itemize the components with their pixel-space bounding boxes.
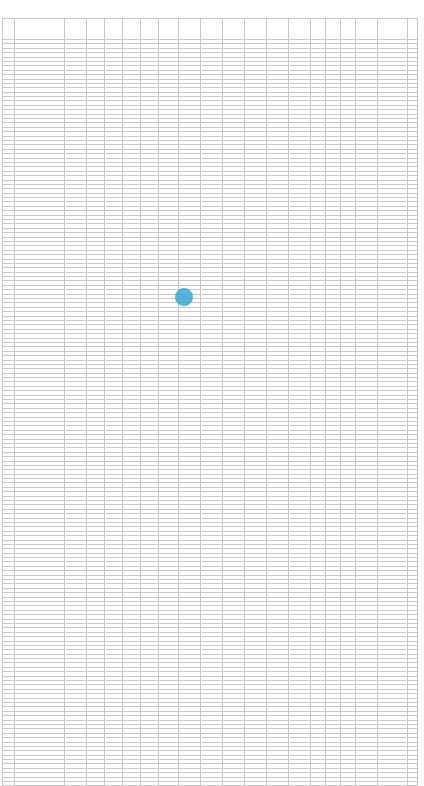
column-header (65, 19, 87, 40)
column-header (245, 19, 267, 40)
column-header (378, 19, 408, 40)
table-cell (267, 782, 289, 786)
table-cell (179, 782, 201, 786)
table-cell (3, 782, 15, 786)
table-cell (341, 782, 356, 786)
column-header (159, 19, 179, 40)
table-cell (123, 782, 141, 786)
table-cell (356, 782, 378, 786)
table-cell (378, 782, 408, 786)
air-exchange-table (2, 18, 418, 786)
column-header (3, 19, 15, 40)
column-header (267, 19, 289, 40)
table-cell (289, 782, 311, 786)
company-logo-icon (175, 288, 193, 306)
watermark-logo (175, 288, 195, 306)
column-header (341, 19, 356, 40)
column-header (326, 19, 341, 40)
table-cell (15, 782, 65, 786)
table-cell (408, 782, 418, 786)
table-cell (245, 782, 267, 786)
table-cell (201, 782, 223, 786)
table-cell (65, 782, 87, 786)
table-cell (87, 782, 105, 786)
column-header (201, 19, 223, 40)
table-cell (326, 782, 341, 786)
column-header (15, 19, 65, 40)
column-header (311, 19, 326, 40)
table-cell (223, 782, 245, 786)
column-header (179, 19, 201, 40)
column-header (223, 19, 245, 40)
table-header-row (3, 19, 418, 40)
table-cell (159, 782, 179, 786)
table-cell (105, 782, 123, 786)
table-cell (141, 782, 159, 786)
column-header (123, 19, 141, 40)
column-header (408, 19, 418, 40)
table-row (3, 782, 418, 786)
column-header (105, 19, 123, 40)
column-header (289, 19, 311, 40)
table-cell (311, 782, 326, 786)
column-header (356, 19, 378, 40)
column-header (87, 19, 105, 40)
column-header (141, 19, 159, 40)
